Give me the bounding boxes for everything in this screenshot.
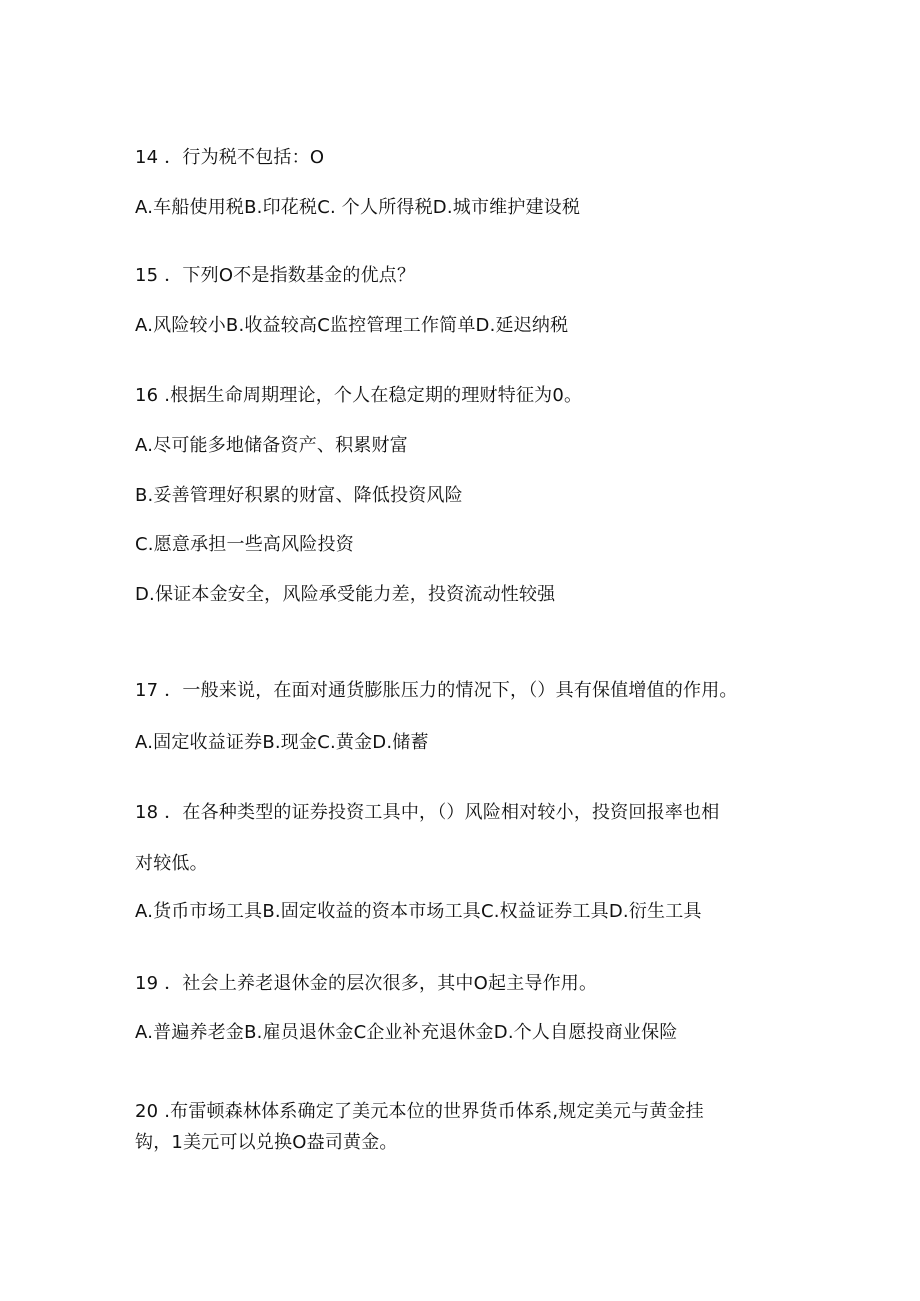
question-20-stem-line2: 钩，1美元可以兑换O盎司黄金。 (135, 1132, 398, 1153)
question-16-option-a: A.尽可能多地储备资产、积累财富 (135, 435, 408, 456)
question-19-stem: 19 ．社会上养老退休金的层次很多，其中O起主导作用。 (135, 973, 598, 994)
question-15-options: A.风险较小B.收益较高C监控管理工作简单D.延迟纳税 (135, 315, 569, 336)
question-14-stem: 14 ．行为税不包括：O (135, 147, 325, 168)
question-18-stem-line2: 对较低。 (135, 853, 208, 874)
question-18-stem-line1: 18 ．在各种类型的证券投资工具中，（）风险相对较小，投资回报率也相 (135, 802, 720, 823)
question-16-option-c: C.愿意承担一些高风险投资 (135, 534, 354, 555)
question-16-stem: 16 .根据生命周期理论，个人在稳定期的理财特征为0。 (135, 385, 583, 406)
question-16-option-b: B.妥善管理好积累的财富、降低投资风险 (135, 485, 463, 506)
question-17-stem: 17 ．一般来说，在面对通货膨胀压力的情况下，（）具有保值增值的作用。 (135, 680, 738, 701)
question-17-options: A.固定收益证券B.现金C.黄金D.储蓄 (135, 732, 429, 753)
question-16-option-d: D.保证本金安全，风险承受能力差，投资流动性较强 (135, 584, 556, 605)
question-19-options: A.普遍养老金B.雇员退休金C企业补充退休金D.个人自愿投商业保险 (135, 1022, 678, 1043)
question-15-stem: 15 ．下列O不是指数基金的优点？ (135, 265, 416, 286)
question-20-stem-line1: 20 .布雷顿森林体系确定了美元本位的世界货币体系,规定美元与黄金挂 (135, 1101, 704, 1122)
question-18-options: A.货币市场工具B.固定收益的资本市场工具C.权益证券工具D.衍生工具 (135, 901, 702, 922)
question-14-options: A.车船使用税B.印花税C. 个人所得税D.城市维护建设税 (135, 197, 581, 218)
